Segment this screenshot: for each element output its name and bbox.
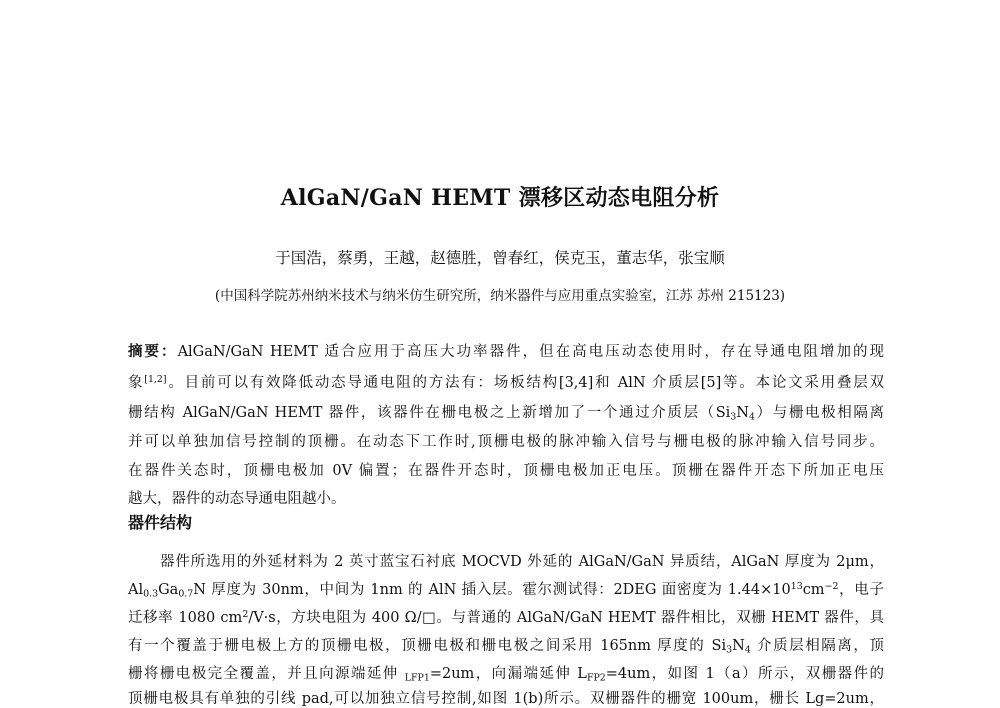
abstract-text: 。目前可以有效降低动态导通电阻的方法有：场板结构[3,4]和 AlN 介质层[5]等。本论文采用叠层双 bbox=[166, 375, 884, 391]
paper-title: AlGaN/GaN HEMT 漂移区动态电阻分析 bbox=[280, 185, 720, 211]
body-line-3 bbox=[128, 606, 884, 627]
affiliation: (中国科学院苏州纳米技术与纳米仿生研究所，纳米器件与应用重点实验室，江苏 苏州 215123) bbox=[214, 288, 786, 304]
abstract-line-6: 越大，器件的动态导通电阻越小。 bbox=[128, 491, 346, 507]
abstract-label: 摘要： bbox=[128, 343, 178, 360]
body-text: 介质层相隔离，顶 bbox=[750, 638, 885, 654]
body-text: Ga bbox=[158, 582, 179, 598]
abstract-line-3 bbox=[128, 401, 884, 422]
abstract-text: 象 bbox=[128, 375, 145, 391]
body-line-5 bbox=[128, 662, 884, 683]
abstract-line-2 bbox=[128, 371, 884, 392]
body-text: cm bbox=[802, 582, 825, 598]
section-heading: 器件结构 bbox=[128, 513, 193, 532]
subscript: 0.3 bbox=[143, 588, 159, 600]
body-line-6: 顶栅电极具有单独的引线 pad,可以加独立信号控制,如图 1(b)所示。双栅器件的栅宽 100um，栅长 Lg=2um， bbox=[128, 691, 884, 707]
body-text: Al bbox=[128, 582, 144, 598]
body-text: 迁移率 1080 cm bbox=[128, 610, 243, 626]
citation-ref: [1,2] bbox=[144, 373, 167, 385]
abstract-text: AlGaN/GaN HEMT 适合应用于高压大功率器件，但在高电压动态使用时，存在导通电阻增加的现 bbox=[177, 344, 884, 360]
superscript: 2 bbox=[242, 608, 249, 620]
body-text: ，电子 bbox=[838, 582, 884, 598]
subscript: LFP1 bbox=[404, 672, 430, 684]
abstract-text: N bbox=[736, 405, 749, 421]
subscript: 3 bbox=[726, 644, 733, 656]
abstract-line-1 bbox=[128, 340, 884, 361]
body-text: N bbox=[732, 638, 745, 654]
body-line-4 bbox=[128, 634, 884, 655]
body-text: =4um，如图 1（a）所示，双栅器件的 bbox=[605, 666, 885, 682]
body-line-2 bbox=[128, 578, 884, 599]
abstract-text: ）与栅电极相隔离 bbox=[754, 405, 885, 421]
body-text: 栅将栅电极完全覆盖，并且向源端延伸 bbox=[128, 666, 405, 682]
body-text: =2um，向漏端延伸 L bbox=[429, 666, 587, 682]
superscript: −2 bbox=[824, 580, 839, 592]
subscript: 0.7 bbox=[178, 588, 194, 600]
author-list: 于国浩，蔡勇，王越，赵德胜，曾春红，侯克玉，董志华，张宝顺 bbox=[275, 249, 725, 267]
body-text: /V·s，方块电阻为 400 Ω/□。与普通的 AlGaN/GaN HEMT 器件相比，双栅 HEMT 器件，具 bbox=[248, 610, 884, 626]
subscript: 3 bbox=[730, 411, 737, 423]
subscript: 4 bbox=[744, 644, 751, 656]
abstract-text: 栅结构 AlGaN/GaN HEMT 器件，该器件在栅电极之上新增加了一个通过介质层（Si bbox=[128, 405, 731, 421]
body-line-1: 器件所选用的外延材料为 2 英寸蓝宝石衬底 MOCVD 外延的 AlGaN/GaN 异质结，AlGaN 厚度为 2μm， bbox=[160, 554, 884, 570]
subscript: 4 bbox=[748, 411, 755, 423]
abstract-line-4: 并可以单独加信号控制的顶栅。在动态下工作时,顶栅电极的脉冲输入信号与栅电极的脉冲输入信号同步。 bbox=[128, 434, 884, 450]
abstract-line-5: 在器件关态时，顶栅电极加 0V 偏置；在器件开态时，顶栅电极加正电压。顶栅在器件开态下所加正电压 bbox=[128, 463, 884, 479]
body-text: N 厚度为 30nm，中间为 1nm 的 AlN 插入层。霍尔测试得：2DEG 面密度为 1.44×10 bbox=[193, 582, 791, 598]
body-text: 有一个覆盖于栅电极上方的顶栅电极，顶栅电极和栅电极之间采用 165nm 厚度的 Si bbox=[128, 638, 727, 654]
subscript: FP2 bbox=[586, 672, 606, 684]
superscript: 13 bbox=[790, 580, 803, 592]
